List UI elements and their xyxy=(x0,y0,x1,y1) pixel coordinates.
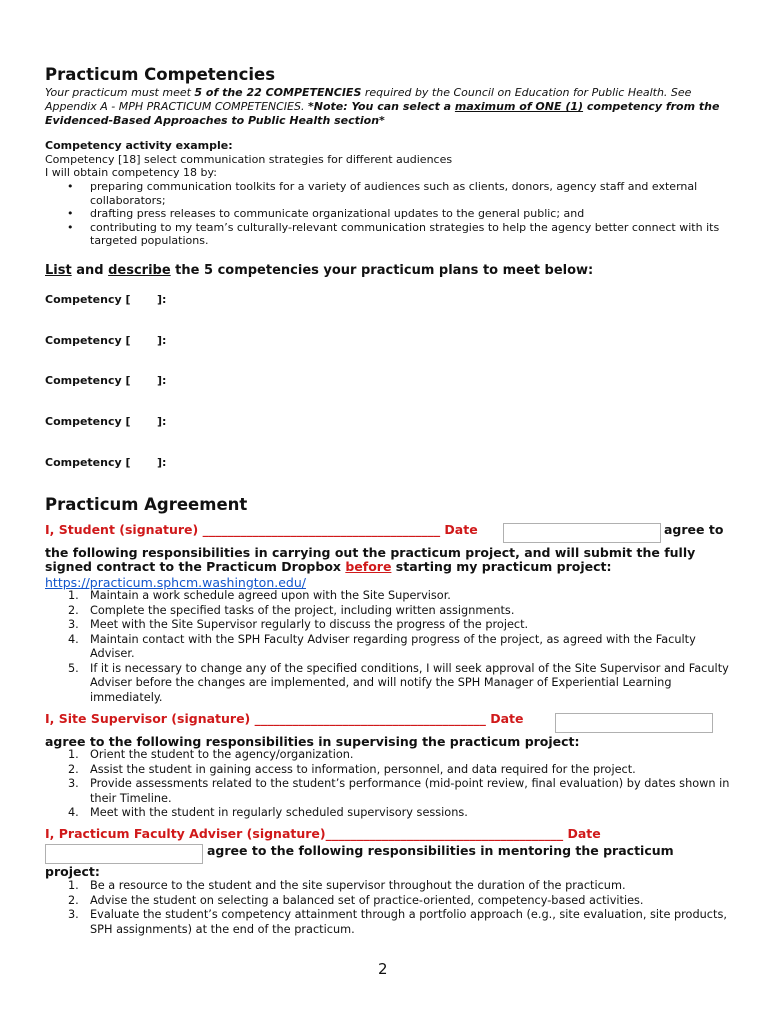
list-word: List xyxy=(45,263,72,278)
dropbox-link[interactable]: https://practicum.sphcm.washington.edu/ xyxy=(45,575,306,590)
list-heading xyxy=(45,263,593,278)
adviser-line-3: project: xyxy=(45,864,100,879)
before-word: before xyxy=(345,559,392,574)
example-line-1: Competency [18] select communication strategies for different audiences xyxy=(45,153,453,166)
intro-bold-3: competency from the Evidenced-Based Approaches to Public Health section* xyxy=(45,100,720,127)
competency-field-3[interactable] xyxy=(45,374,167,387)
competency-close: ]: xyxy=(157,374,167,387)
intro-text-1: Your practicum must meet xyxy=(45,86,195,99)
list-item: 1. Orient the student to the agency/organization. xyxy=(68,748,354,761)
student-line-3b: starting my practicum project: xyxy=(391,559,612,574)
competency-close: ]: xyxy=(157,415,167,428)
example-bullet: • preparing communication toolkits for a variety of audiences such as clients, donors, agency staff and external collaborators; xyxy=(45,180,735,207)
intro-bold-2: *Note: You can select a xyxy=(307,100,455,113)
list-item: 3. Provide assessments related to the student’s performance (mid-point review, final evaluation) by dates shown in their Timeline. xyxy=(68,777,730,805)
intro-max-one: maximum of ONE (1) xyxy=(454,100,584,113)
example-bullets xyxy=(45,180,735,248)
example-line-2: I will obtain competency 18 by: xyxy=(45,166,217,179)
list-item: 2. Assist the student in gaining access to information, personnel, and data required for the project. xyxy=(68,762,636,776)
competency-field-4[interactable] xyxy=(45,415,167,428)
list-item: 2. Complete the specified tasks of the project, including written assignments. xyxy=(68,603,515,617)
student-responsibilities xyxy=(45,589,735,705)
student-line-3 xyxy=(45,559,612,574)
dropbox-link-wrap xyxy=(45,575,306,590)
competency-close: ]: xyxy=(157,293,167,306)
list-item: 4. Maintain contact with the SPH Faculty Adviser regarding progress of the project, as agreed with the Faculty Adviser. xyxy=(68,632,696,660)
supervisor-line-2: agree to the following responsibilities in supervising the practicum project: xyxy=(45,734,580,749)
supervisor-date-input[interactable] xyxy=(555,713,713,733)
competency-close: ]: xyxy=(157,334,167,347)
adviser-line-2: agree to the following responsibilities in mentoring the practicum xyxy=(207,843,674,858)
list-item: 3. Meet with the Site Supervisor regularly to discuss the progress of the project. xyxy=(68,618,529,631)
competency-field-1[interactable] xyxy=(45,293,167,306)
list-item: 1. Be a resource to the student and the site supervisor throughout the duration of the practicum. xyxy=(68,879,626,892)
competency-label: Competency [ xyxy=(45,293,131,306)
list-item: 4. Meet with the student in regularly scheduled supervisory sessions. xyxy=(68,806,468,819)
adviser-signature-label: I, Practicum Faculty Adviser (signature)______________________________________ Date xyxy=(45,826,601,841)
intro-bold-1: 5 of the 22 COMPETENCIES xyxy=(194,86,362,99)
competency-label: Competency [ xyxy=(45,334,131,347)
student-line-2: the following responsibilities in carrying out the practicum project, and will submit the fully xyxy=(45,545,696,560)
list-heading-rest: the 5 competencies your practicum plans to meet below: xyxy=(170,263,594,278)
section-title-agreement: Practicum Agreement xyxy=(45,495,248,514)
student-signature-label: I, Student (signature) ______________________________________ Date xyxy=(45,522,478,537)
section-title-competencies: Practicum Competencies xyxy=(45,65,276,84)
adviser-responsibilities xyxy=(45,879,735,937)
and-word: and xyxy=(71,263,109,278)
supervisor-responsibilities xyxy=(45,748,735,821)
describe-word: describe xyxy=(108,263,171,278)
adviser-date-input[interactable] xyxy=(45,844,203,864)
page-number: 2 xyxy=(378,960,388,978)
list-item: 2. Advise the student on selecting a balanced set of practice-oriented, competency-based activities. xyxy=(68,893,644,907)
agree-to-text: agree to xyxy=(664,522,724,537)
competency-close: ]: xyxy=(157,456,167,469)
competency-label: Competency [ xyxy=(45,415,131,428)
competency-label: Competency [ xyxy=(45,456,131,469)
example-bullet: • drafting press releases to communicate organizational updates to the general public; and xyxy=(45,207,735,221)
list-item: 1. Maintain a work schedule agreed upon with the Site Supervisor. xyxy=(68,589,451,602)
competency-label: Competency [ xyxy=(45,374,131,387)
example-bullet: • contributing to my team’s culturally-relevant communication strategies to help the agency better connect with its targeted populations. xyxy=(45,221,735,248)
competency-field-2[interactable] xyxy=(45,334,167,347)
student-date-input[interactable] xyxy=(503,523,661,543)
list-item: 3. Evaluate the student’s competency attainment through a portfolio approach (e.g., site evaluation, site products, SPH assignments) at the end of the practicum. xyxy=(68,908,727,936)
student-line-3a: signed contract to the Practicum Dropbox xyxy=(45,559,346,574)
list-item: 5. If it is necessary to change any of the specified conditions, I will seek approval of the Site Supervisor and Faculty Adviser before the changes are implemented, and will notify the SPH Manager of Experiential Learning immediately. xyxy=(68,661,729,704)
competency-field-5[interactable] xyxy=(45,456,167,469)
intro-text-2: required by the Council on Education for Public Health. See Appendix A - MPH PRACTICUM COMPETENCIES. xyxy=(45,86,692,113)
example-heading: Competency activity example: xyxy=(45,139,233,152)
supervisor-signature-label: I, Site Supervisor (signature) _____________________________________ Date xyxy=(45,711,524,726)
intro-paragraph xyxy=(45,86,735,128)
